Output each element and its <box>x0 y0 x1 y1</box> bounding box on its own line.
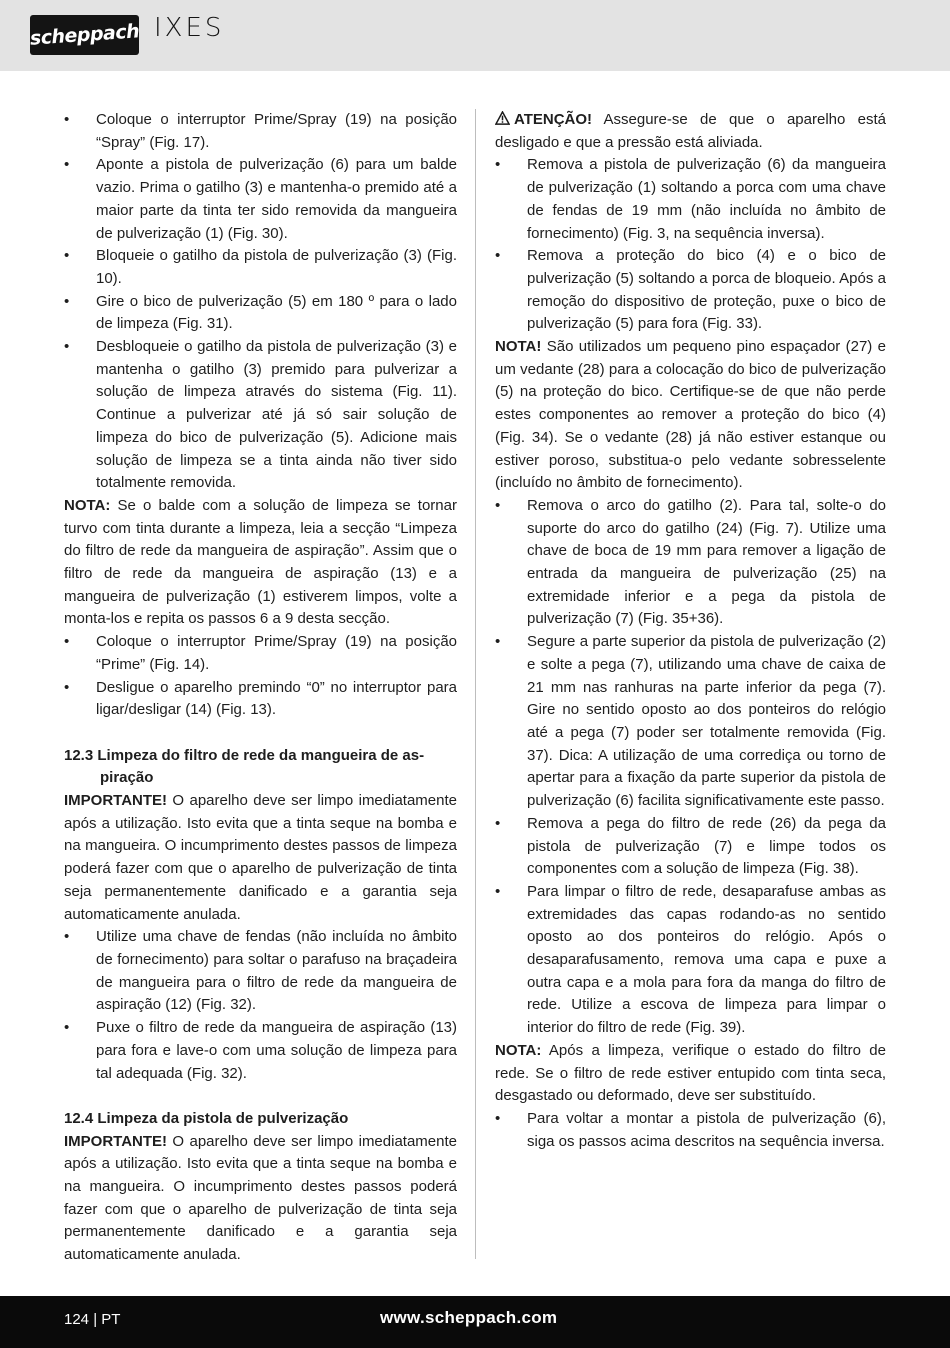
warning-triangle-icon <box>495 111 510 125</box>
note-paragraph: NOTA: Após a limpeza, verifique o estado do filtro de rede. Se o filtro de rede estiver entupido com tinta seca, desgastado ou deformado, deve ser substituído. <box>495 1041 886 1105</box>
step-list <box>64 109 457 495</box>
logo-text: scheppach <box>29 20 140 50</box>
step-list <box>64 926 457 1085</box>
page-footer <box>0 1296 950 1348</box>
list-item: • Utilize uma chave de fendas (não incluída no âmbito de fornecimento) para soltar o parafuso na braçadeira de mangueira para o filtro de rede da mangueira de aspiração (12) (Fig. 32). <box>64 928 457 1014</box>
important-paragraph: IMPORTANTE! O aparelho deve ser limpo imediatamente após a utilização. Isto evita que a tinta seque na bomba e na mangueira. O incumprimento destes passos de limpeza poderá fazer com que o aparelho de pulverização de tinta seja permanentemente danificado e a garantia seja automaticamente anulada. <box>64 792 457 923</box>
left-column <box>64 109 457 1267</box>
attention-paragraph: ATENÇÃO! Assegure-se de que o aparelho está desligado e que a pressão está aliviada. <box>495 111 886 151</box>
list-item: • Gire o bico de pulverização (5) em 180 º para o lado de limpeza (Fig. 31). <box>64 292 457 333</box>
list-item: • Puxe o filtro de rede da mangueira de aspiração (13) para fora e lave-o com uma solução de limpeza para tal adequada (Fig. 32). <box>64 1019 457 1082</box>
step-list <box>64 631 457 722</box>
list-item: • Remova a pistola de pulverização (6) da mangueira de pulverização (1) soltando a porca com uma chave de fendas de 19 mm (não incluída no âmbito de fornecimento) (Fig. 3, na sequência inversa). <box>495 156 886 242</box>
note-paragraph: NOTA: Se o balde com a solução de limpeza se tornar turvo com tinta durante a limpeza, leia a secção “Limpeza do filtro de rede da mangueira de aspiração”. Assim que o filtro de rede da mangueira de aspiração (13) e a mangueira de pulverização (1) estiverem limpos, volte a monta-los e repita os passos 6 a 9 desta secção. <box>64 496 457 628</box>
page-header <box>0 0 950 71</box>
important-paragraph: IMPORTANTE! O aparelho deve ser limpo imediatamente após a utilização. Isto evita que a tinta seque na bomba e na mangueira. O incumprimento destes passos poderá fazer com que o aparelho de pulverização de tinta seja permanentemente danificado e a garantia seja automaticamente anulada. <box>64 1132 457 1264</box>
scheppach-logo <box>30 15 139 55</box>
page-number: 124 | PT <box>64 1311 121 1328</box>
list-item: • Coloque o interruptor Prime/Spray (19) na posição “Prime” (Fig. 14). <box>64 633 457 673</box>
step-list <box>495 1108 886 1153</box>
list-item: • Para voltar a montar a pistola de pulverização (6), siga os passos acima descritos na sequência inversa. <box>495 1109 886 1150</box>
ixes-brand: IXES <box>154 13 225 43</box>
list-item: • Remova o arco do gatilho (2). Para tal, solte-o do suporte do arco do gatilho (24) (Fig. 7). Utilize uma chave de boca de 19 mm para remover a ligação de entrada da mangueira de pulverização (25) na extremidade inferior e a pega da pistola de pulverização (7) (Fig. 35+36). <box>495 496 886 628</box>
list-item: • Para limpar o filtro de rede, desaparafuse ambas as extremidades das capas rodando-as no sentido oposto ao dos ponteiros do relógio. Após o desaparafusamento, remova uma capa e puxe a outra capa e a mola para fora da manga do filtro de rede. Utilize a escova de limpeza para limpar o interior do filtro de rede (Fig. 39). <box>495 882 886 1037</box>
website-link[interactable]: www.scheppach.com <box>380 1308 558 1327</box>
section-heading-12-3: 12.3 Limpeza do filtro de rede da mangueira de as- piração <box>64 746 425 787</box>
column-divider <box>475 109 476 1259</box>
list-item: • Segure a parte superior da pistola de pulverização (2) e solte a pega (7), utilizando uma chave de caixa de 21 mm nas ranhuras na parte inferior da pega (7). Gire no sentido oposto ao dos ponteiros do relógio até a pega (7) poder ser totalmente removida (Fig. 37). Dica: A utilização de uma corrediça ou torno de apertar para a fixação da parte superior da pistola de pulverização (6) facilita significativamente este passo. <box>495 633 886 810</box>
list-item: • Bloqueie o gatilho da pistola de pulverização (3) (Fig. 10). <box>64 247 457 287</box>
list-item: • Desligue o aparelho premindo “0” no interruptor para ligar/desligar (14) (Fig. 13). <box>64 678 457 719</box>
section-heading-12-4: 12.4 Limpeza da pistola de pulverização <box>64 1109 349 1127</box>
list-item: • Coloque o interruptor Prime/Spray (19) na posição “Spray” (Fig. 17). <box>64 111 457 151</box>
note-paragraph: NOTA! São utilizados um pequeno pino espaçador (27) e um vedante (28) para a colocação do bico de pulverização (5) na proteção do bico. Certifique-se de que não perde estes componentes ao remover a proteção do bico (4) (Fig. 34). Se o vedante (28) já não estiver estanque ou estiver poroso, substitua-o pelo vedante sobresselente (incluído no âmbito de fornecimento). <box>495 338 886 492</box>
list-item: • Aponte a pistola de pulverização (6) para um balde vazio. Prima o gatilho (3) e mantenha-o premido até a maior parte da tinta ter sido removida da mangueira de pulverização (1) (Fig. 30). <box>64 156 457 242</box>
step-list <box>495 154 886 336</box>
right-column <box>495 109 886 1153</box>
list-item: • Desbloqueie o gatilho da pistola de pulverização (3) e mantenha o gatilho (3) premido para pulverizar a solução de limpeza através do sistema (Fig. 11). Continue a pulverizar até já só sair solução de limpeza do bico de pulverização (5). Adicione mais solução de limpeza se a tinta ainda não tiver sido totalmente removida. <box>64 338 457 492</box>
list-item: • Remova a pega do filtro de rede (26) da pega da pistola de pulverização (7) e limpe todos os componentes com a solução de limpeza (Fig. 38). <box>495 814 886 878</box>
step-list <box>495 495 886 1040</box>
list-item: • Remova a proteção do bico (4) e o bico de pulverização (5) soltando a porca de bloqueio. Após a remoção do dispositivo de proteção, puxe o bico de pulverização (5) para fora (Fig. 33). <box>495 247 886 333</box>
